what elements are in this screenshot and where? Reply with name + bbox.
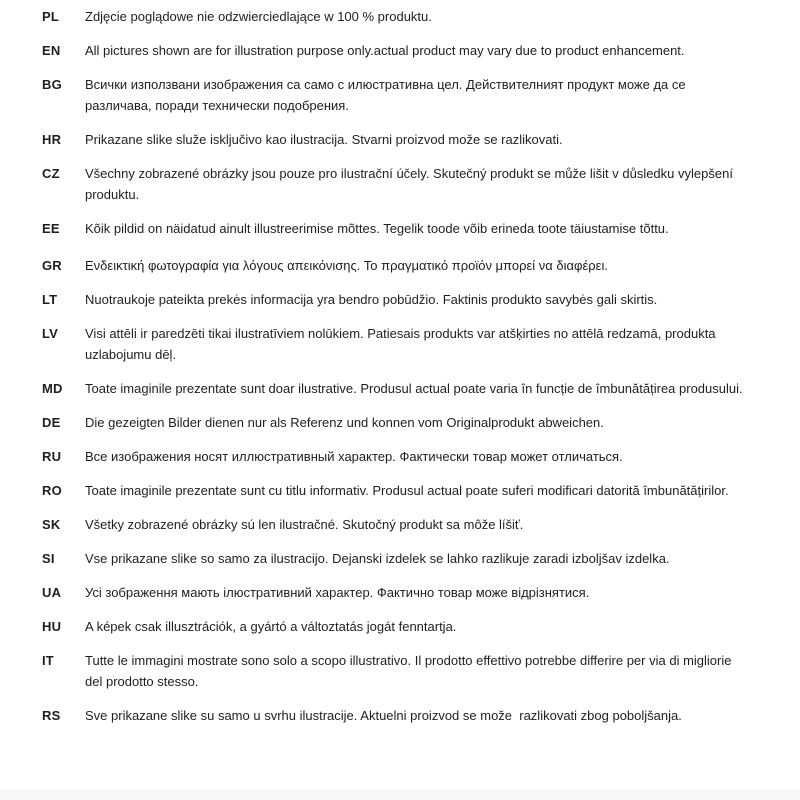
language-row (42, 218, 750, 239)
language-row (42, 514, 750, 535)
language-row (42, 163, 750, 205)
language-code: HR (42, 132, 62, 147)
language-code: DE (42, 415, 61, 430)
language-code: LT (42, 292, 58, 307)
language-code: SI (42, 551, 55, 566)
language-row (42, 289, 750, 310)
language-row (42, 6, 750, 27)
language-code: EE (42, 221, 60, 236)
disclaimer-text: Všetky zobrazené obrázky sú len ilustračné. Skutočný produkt sa môže líšiť. (85, 517, 524, 532)
disclaimer-text: All pictures shown are for illustration purpose only.actual product may vary due to product enhancement. (85, 43, 685, 58)
disclaimer-text: Die gezeigten Bilder dienen nur als Referenz und konnen vom Originalprodukt abweichen. (85, 415, 604, 430)
disclaimer-text: A képek csak illusztrációk, a gyártó a változtatás jogát fenntartja. (85, 619, 457, 634)
disclaimer-text: Nuotraukoje pateikta prekės informacija yra bendro pobūdžio. Faktinis produkto savybės gali skirtis. (85, 292, 658, 307)
disclaimer-text: Vse prikazane slike so samo za ilustracijo. Dejanski izdelek se lahko razlikuje zaradi izboljšav izdelka. (85, 551, 670, 566)
disclaimer-text: Všechny zobrazené obrázky jsou pouze pro ilustrační účely. Skutečný produkt se může lišit v důsledku vylepšení produktu. (85, 166, 737, 202)
language-row (42, 582, 750, 603)
language-row (42, 323, 750, 365)
language-row (42, 446, 750, 467)
disclaimer-text: Kõik pildid on näidatud ainult illustreerimise mõttes. Tegelik toode võib erineda toote täiustamise tõttu. (85, 221, 669, 236)
language-code: GR (42, 258, 62, 273)
language-code: MD (42, 381, 63, 396)
language-row (42, 255, 750, 276)
language-row (42, 548, 750, 569)
disclaimer-text: Prikazane slike služe isključivo kao ilustracija. Stvarni proizvod može se razlikovati. (85, 132, 563, 147)
language-row (42, 74, 750, 116)
language-code: RO (42, 483, 62, 498)
language-row (42, 650, 750, 692)
language-row (42, 129, 750, 150)
language-code: LV (42, 326, 59, 341)
language-row (42, 616, 750, 637)
language-row (42, 378, 750, 399)
disclaimer-text: Zdjęcie poglądowe nie odzwierciedlające w 100 % produktu. (85, 9, 432, 24)
language-code: CZ (42, 166, 60, 181)
language-code: IT (42, 653, 54, 668)
disclaimer-text: Ενδεικτική φωτογραφία για λόγους απεικόνισης. Το πραγματικό προϊόν μπορεί να διαφέρει. (85, 258, 608, 273)
disclaimer-text: Sve prikazane slike su samo u svrhu ilustracije. Aktuelni proizvod se može razlikovati zbog poboljšanja. (85, 708, 682, 723)
disclaimer-text: Усі зображення мають ілюстративний характер. Фактично товар може відрізнятися. (85, 585, 590, 600)
disclaimer-text: Toate imaginile prezentate sunt doar ilustrative. Produsul actual poate varia în funcție de îmbunătățirea produsului. (85, 381, 743, 396)
language-row (42, 480, 750, 501)
language-code: EN (42, 43, 61, 58)
page-bottom-edge (0, 789, 800, 800)
language-code: PL (42, 9, 60, 24)
language-code: RS (42, 708, 61, 723)
language-code: BG (42, 77, 62, 92)
disclaimer-text: Tutte le immagini mostrate sono solo a scopo illustrativo. Il prodotto effettivo potrebbe differire per via di migliorie del prodotto stesso. (85, 653, 736, 689)
disclaimer-text: Toate imaginile prezentate sunt cu titlu informativ. Produsul actual poate suferi modificari datorită îmbunătățirilor. (85, 483, 729, 498)
language-code: SK (42, 517, 61, 532)
language-row (42, 412, 750, 433)
language-code: RU (42, 449, 62, 464)
language-code: HU (42, 619, 62, 634)
language-row (42, 705, 750, 726)
language-row (42, 40, 750, 61)
disclaimer-text: Все изображения носят иллюстративный характер. Фактически товар может отличаться. (85, 449, 623, 464)
disclaimer-text: Всички използвани изображения са само с илюстративна цел. Действителният продукт може да се различава, поради технически подобрения. (85, 77, 690, 113)
language-code: UA (42, 585, 62, 600)
disclaimer-text: Visi attēli ir paredzēti tikai ilustratīviem nolūkiem. Patiesais produkts var atšķirties no attēlā redzamā, produkta uzlabojumu dēļ. (85, 326, 720, 362)
